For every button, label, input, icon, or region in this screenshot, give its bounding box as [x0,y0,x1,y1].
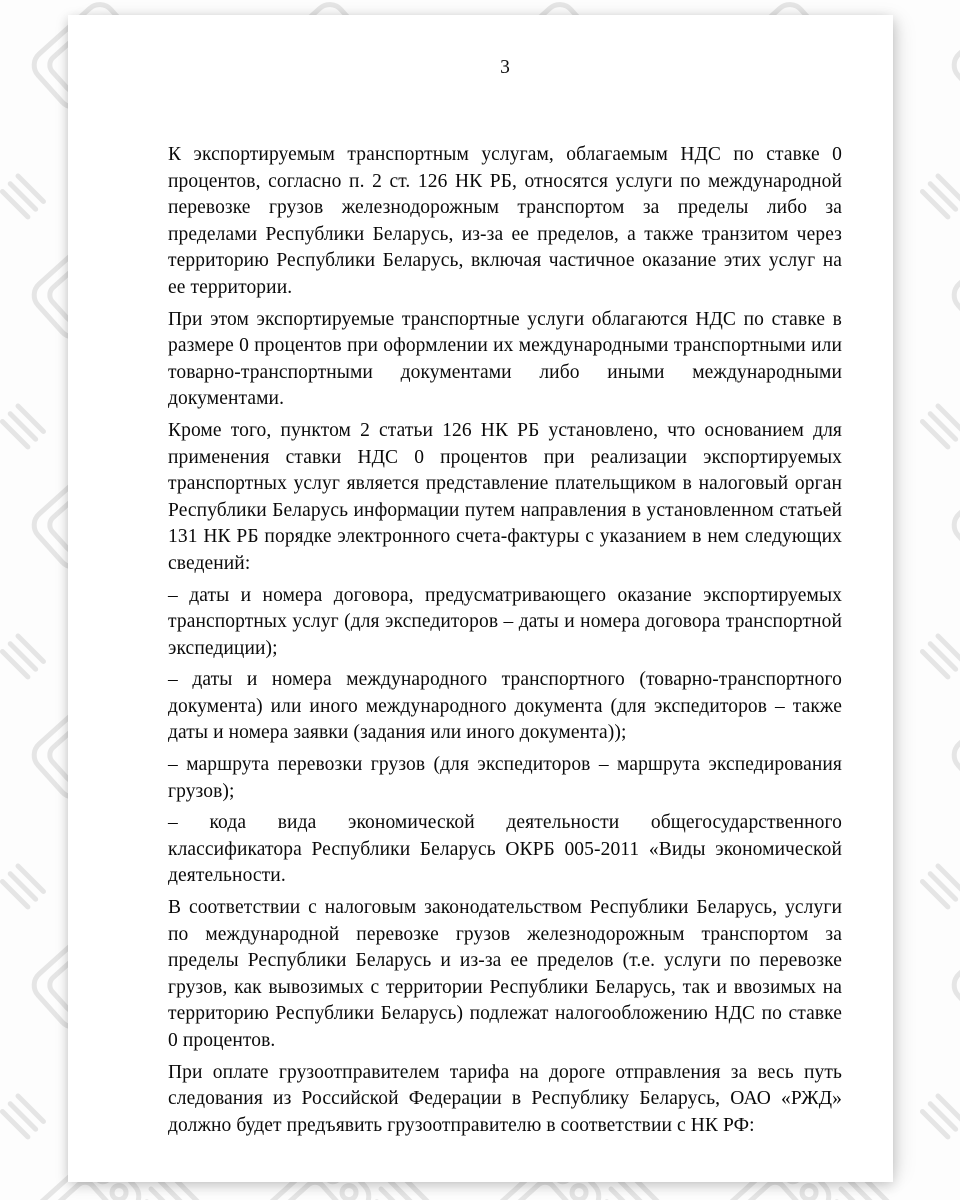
paragraph: К экспортируемым транспортным услугам, облагаемым НДС по ставке 0 процентов, согласно п. 2 ст. 126 НК РБ, относятся услуги по международной перевозке грузов железнодорожным транспортом за пределы либо за пределами Республики Беларусь, из-за ее пределов, а также транзитом через территорию Республики Беларусь, включая частичное оказание этих услуг на ее территории. [168,144,842,298]
paragraph: – маршрута перевозки грузов (для экспедиторов – маршрута экспедирования грузов); [168,754,842,802]
paragraph: При этом экспортируемые транспортные услуги облагаются НДС по ставке в размере 0 процентов при оформлении их международными транспортными или товарно-транспортными документами либо иными международными документами. [168,308,842,410]
paragraph: – кода вида экономической деятельности общегосударственного классификатора Республики Беларусь ОКРБ 005-2011 «Виды экономической деятельности. [168,812,842,887]
paragraph: В соответствии с налоговым законодательством Республики Беларусь, услуги по международной перевозке грузов железнодорожным транспортом за пределы Республики Беларусь и из-за ее пределов (т.е. услуги по перевозке грузов, как вывозимых с территории Республики Беларусь, так и ввозимых на территорию Республики Беларусь) подлежат налогообложению НДС по ставке 0 процентов. [168,897,842,1051]
paragraph: При оплате грузоотправителем тарифа на дороге отправления за весь путь следования из Российской Федерации в Республику Беларусь, ОАО «РЖД» должно будет предъявить грузоотправителю в соответствии с НК РФ: [168,1061,842,1136]
paragraph: – даты и номера договора, предусматривающего оказание экспортируемых транспортных услуг (для экспедиторов – даты и номера договора транспортной экспедиции); [168,584,842,659]
document-page [68,15,893,1182]
document-body [168,142,842,1139]
paragraph: – даты и номера международного транспортного (товарно-транспортного документа) или иного международного документа (для экспедиторов – также даты и номера заявки (задания или иного документа)); [168,669,842,744]
paragraph: Кроме того, пунктом 2 статьи 126 НК РБ установлено, что основанием для применения ставки НДС 0 процентов при реализации экспортируемых транспортных услуг является представление плательщиком в налоговый орган Республики Беларусь информации путем направления в установленном статьей 131 НК РБ порядке электронного счета-фактуры с указанием в нем следующих сведений: [168,419,842,574]
page-number: 3 [500,57,510,78]
